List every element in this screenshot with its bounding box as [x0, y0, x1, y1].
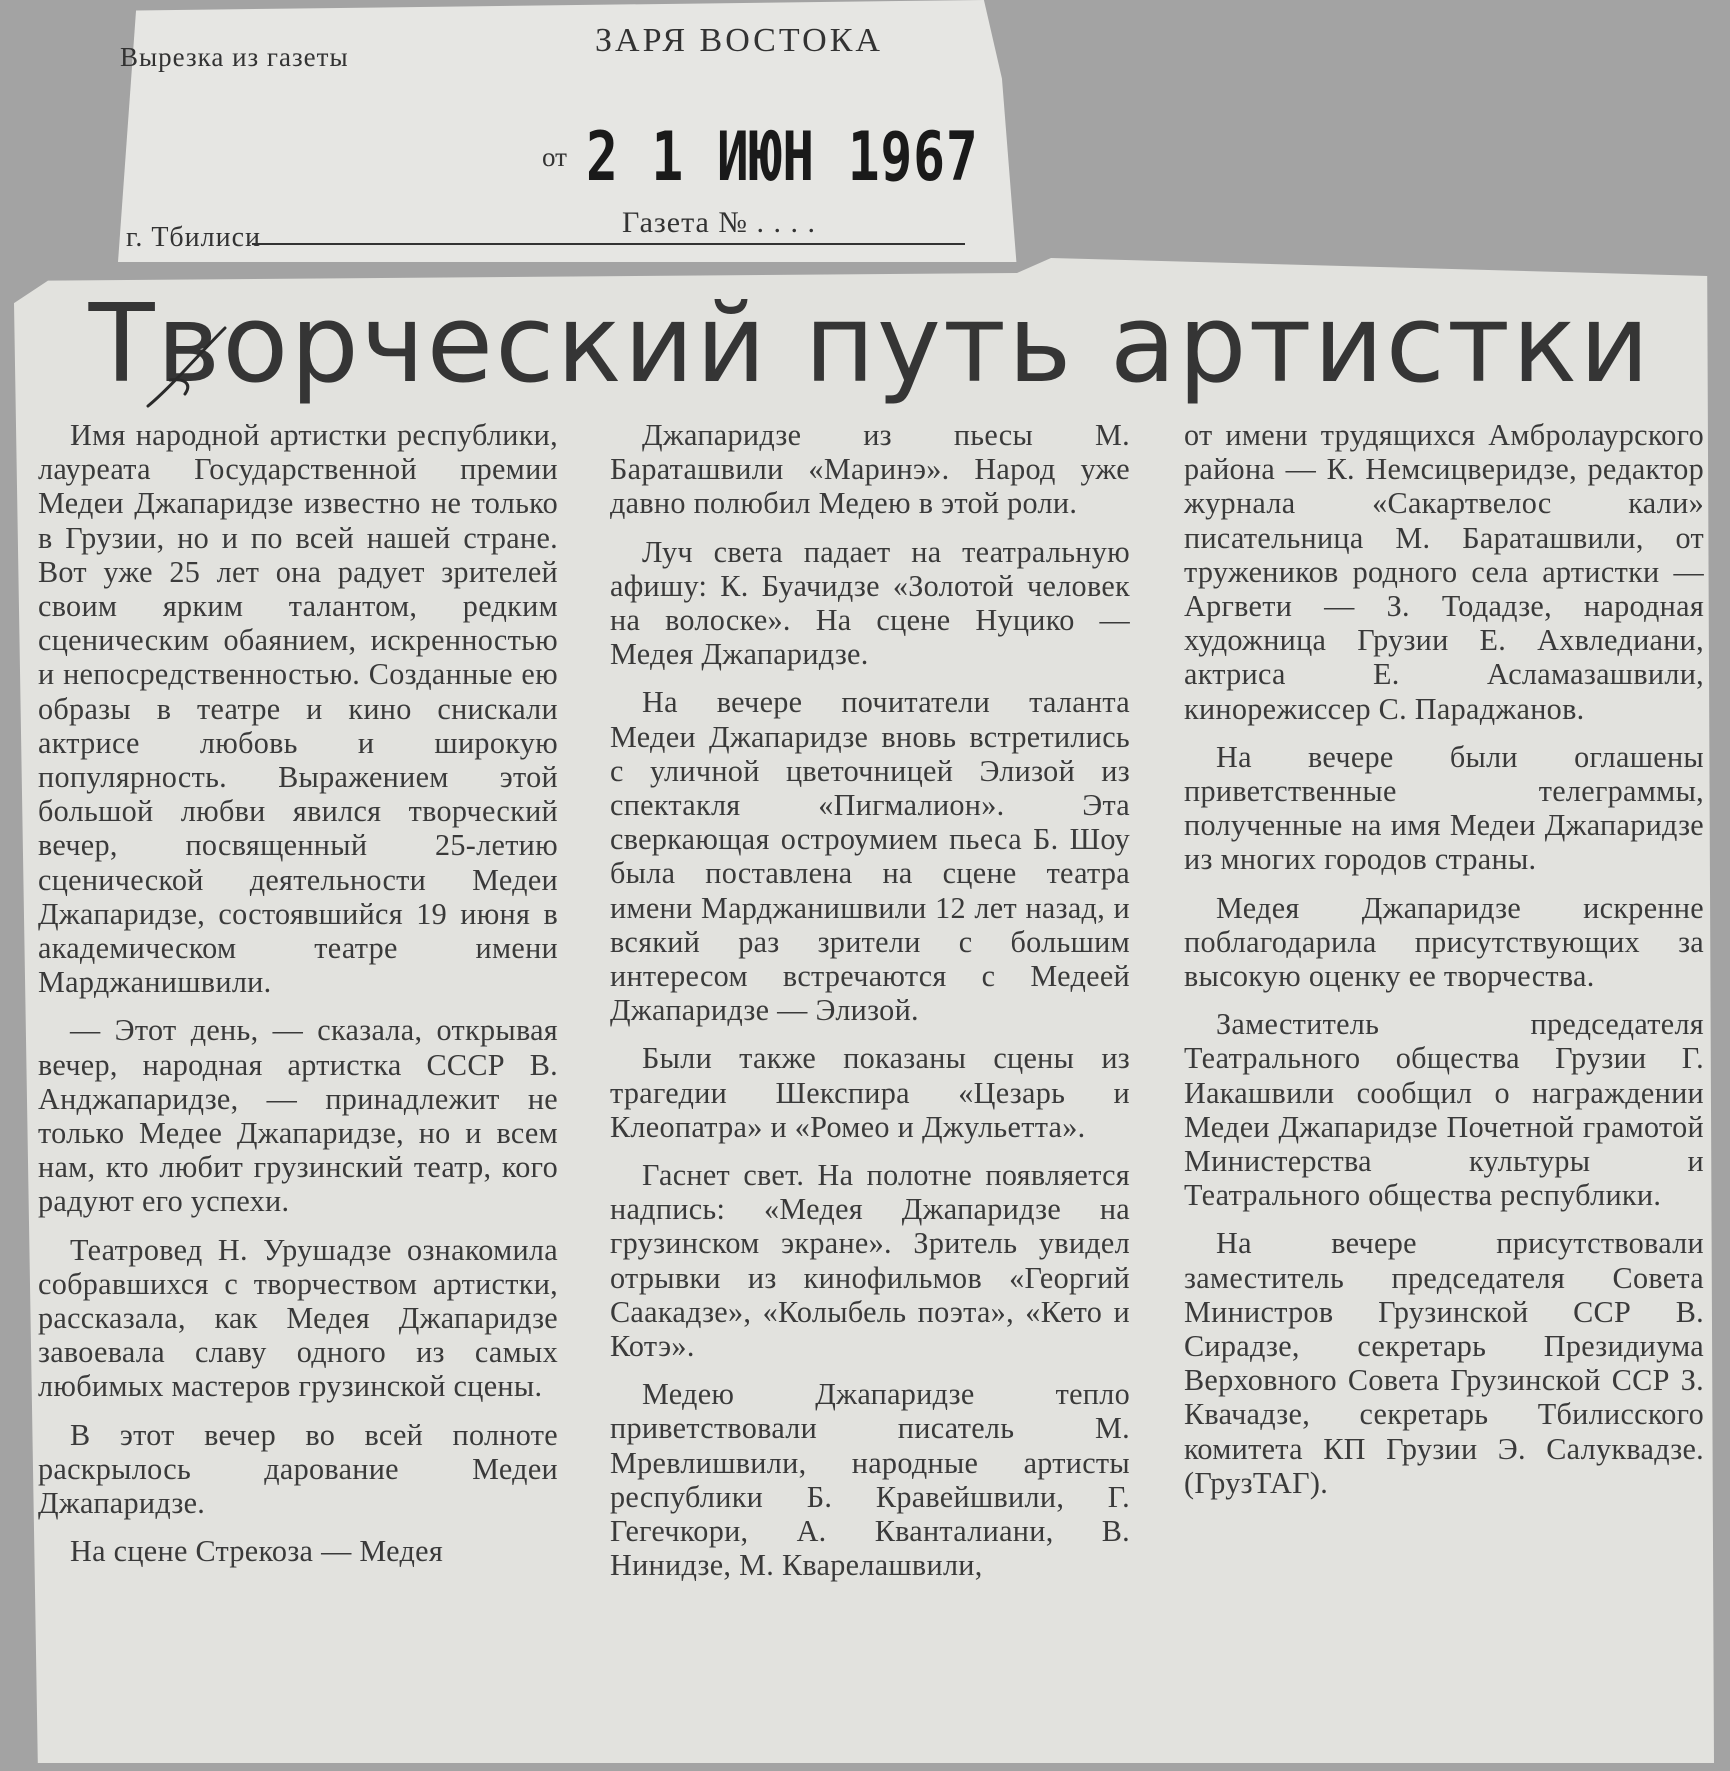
paragraph: В этот вечер во всей полноте раскрылось дарование Медеи Джапаридзе. [38, 1417, 558, 1521]
article-column-1 [38, 418, 558, 1583]
paragraph: Медею Джапаридзе тепло приветствовали писатель М. Мревлишвили, народные артисты республики Б. Кравейшвили, Г. Гегечкори, А. Кванталиани, В. Нинидзе, М. Кварелашвили, [610, 1377, 1130, 1583]
paragraph: Театровед Н. Урушадзе ознакомила собравшихся с творчеством артистки, рассказала, как Медея Джапаридзе завоевала славу одного из самых любимых мастеров грузинской сцены. [38, 1232, 558, 1404]
paragraph: Медея Джапаридзе искренне поблагодарила присутствующих за высокую оценку ее творчества. [1184, 890, 1704, 994]
article-headline: Творческий путь артистки [88, 282, 1652, 407]
paragraph: от имени трудящихся Амбролаурского района — К. Немсицверидзе, редактор журнала «Сакартвелос кали» писательница М. Бараташвили, от тружеников родного села артистки — Аргвети — З. Тодадзе, народная художница Грузии Е. Ахвледиани, актриса Е. Асламазашвили, кинорежиссер С. Параджанов. [1184, 418, 1704, 726]
date-stamp: 2 1 ИЮН 1967 [586, 118, 979, 197]
paragraph: — Этот день, — сказала, открывая вечер, народная артистка СССР В. Анджапаридзе, — принадлежит не только Медее Джапаридзе, но и всем нам, кто любит грузинский театр, кого радуют его успехи. [38, 1013, 558, 1219]
paragraph: Гаснет свет. На полотне появляется надпись: «Медея Джапаридзе на грузинском экране». Зритель увидел отрывки из кинофильмов «Георгий Саакадзе», «Колыбель поэта», «Кето и Котэ». [610, 1158, 1130, 1364]
paragraph: На вечере почитатели таланта Медеи Джапаридзе вновь встретились с уличной цветочницей Элизой из спектакля «Пигмалион». Эта сверкающая остроумием пьеса Б. Шоу была поставлена на сцене театра имени Марджанишвили 12 лет назад, и всякий раз зрители с большим интересом встречаются с Медеей Джапаридзе — Элизой. [610, 685, 1130, 1028]
newspaper-name: ЗАРЯ ВОСТОКА [595, 22, 883, 59]
paragraph: Луч света падает на театральную афишу: К. Буачидзе «Золотой человек на волоске». На сцене Нуцико — Медея Джапаридзе. [610, 534, 1130, 672]
issue-label: Газета № . . . . [622, 206, 816, 239]
pencil-mark [130, 318, 250, 418]
paragraph: Заместитель председателя Театрального общества Грузии Г. Иакашвили сообщил о награждении Медеи Джапаридзе Почетной грамотой Министерства культуры и Театрального общества республики. [1184, 1007, 1704, 1213]
paragraph: Были также показаны сцены из трагедии Шекспира «Цезарь и Клеопатра» и «Ромео и Джульетта». [610, 1041, 1130, 1144]
city-label: г. Тбилиси [126, 222, 262, 253]
paragraph: На сцене Стрекоза — Медея [70, 1534, 444, 1569]
date-prefix: от [542, 142, 567, 172]
slip-rule-line [252, 243, 965, 245]
paragraph: На вечере присутствовали заместитель председателя Совета Министров Грузинской ССР В. Сирадзе, секретарь Президиума Верховного Совета Грузинской ССР З. Квачадзе, секретарь Тбилисского комитета КП Грузии Э. Салуквадзе. (ГрузТАГ). [1184, 1226, 1704, 1500]
paragraph: На вечере были оглашены приветственные телеграммы, полученные на имя Медеи Джапаридзе из многих городов страны. [1184, 739, 1704, 877]
cut-label: Вырезка из газеты [120, 42, 349, 72]
paragraph: Имя народной артистки республики, лауреата Государственной премии Медеи Джапаридзе известно не только в Грузии, но и по всей нашей стране. Вот уже 25 лет она радует зрителей своим ярким талантом, редким сценическим обаянием, искренностью и непосредственностью. Созданные ею образы в театре и кино снискали актрисе любовь и широкую популярность. Выражением этой большой любви явился творческий вечер, посвященный 25-летию сценической деятельности Медеи Джапаридзе, состоявшийся 19 июня в академическом театре имени Марджанишвили. [38, 418, 558, 1000]
paragraph: Джапаридзе из пьесы М. Бараташвили «Маринэ». Народ уже давно полюбил Медею в этой роли. [610, 418, 1130, 521]
article-column-3 [1184, 418, 1704, 1514]
article-column-2 [610, 418, 1130, 1597]
